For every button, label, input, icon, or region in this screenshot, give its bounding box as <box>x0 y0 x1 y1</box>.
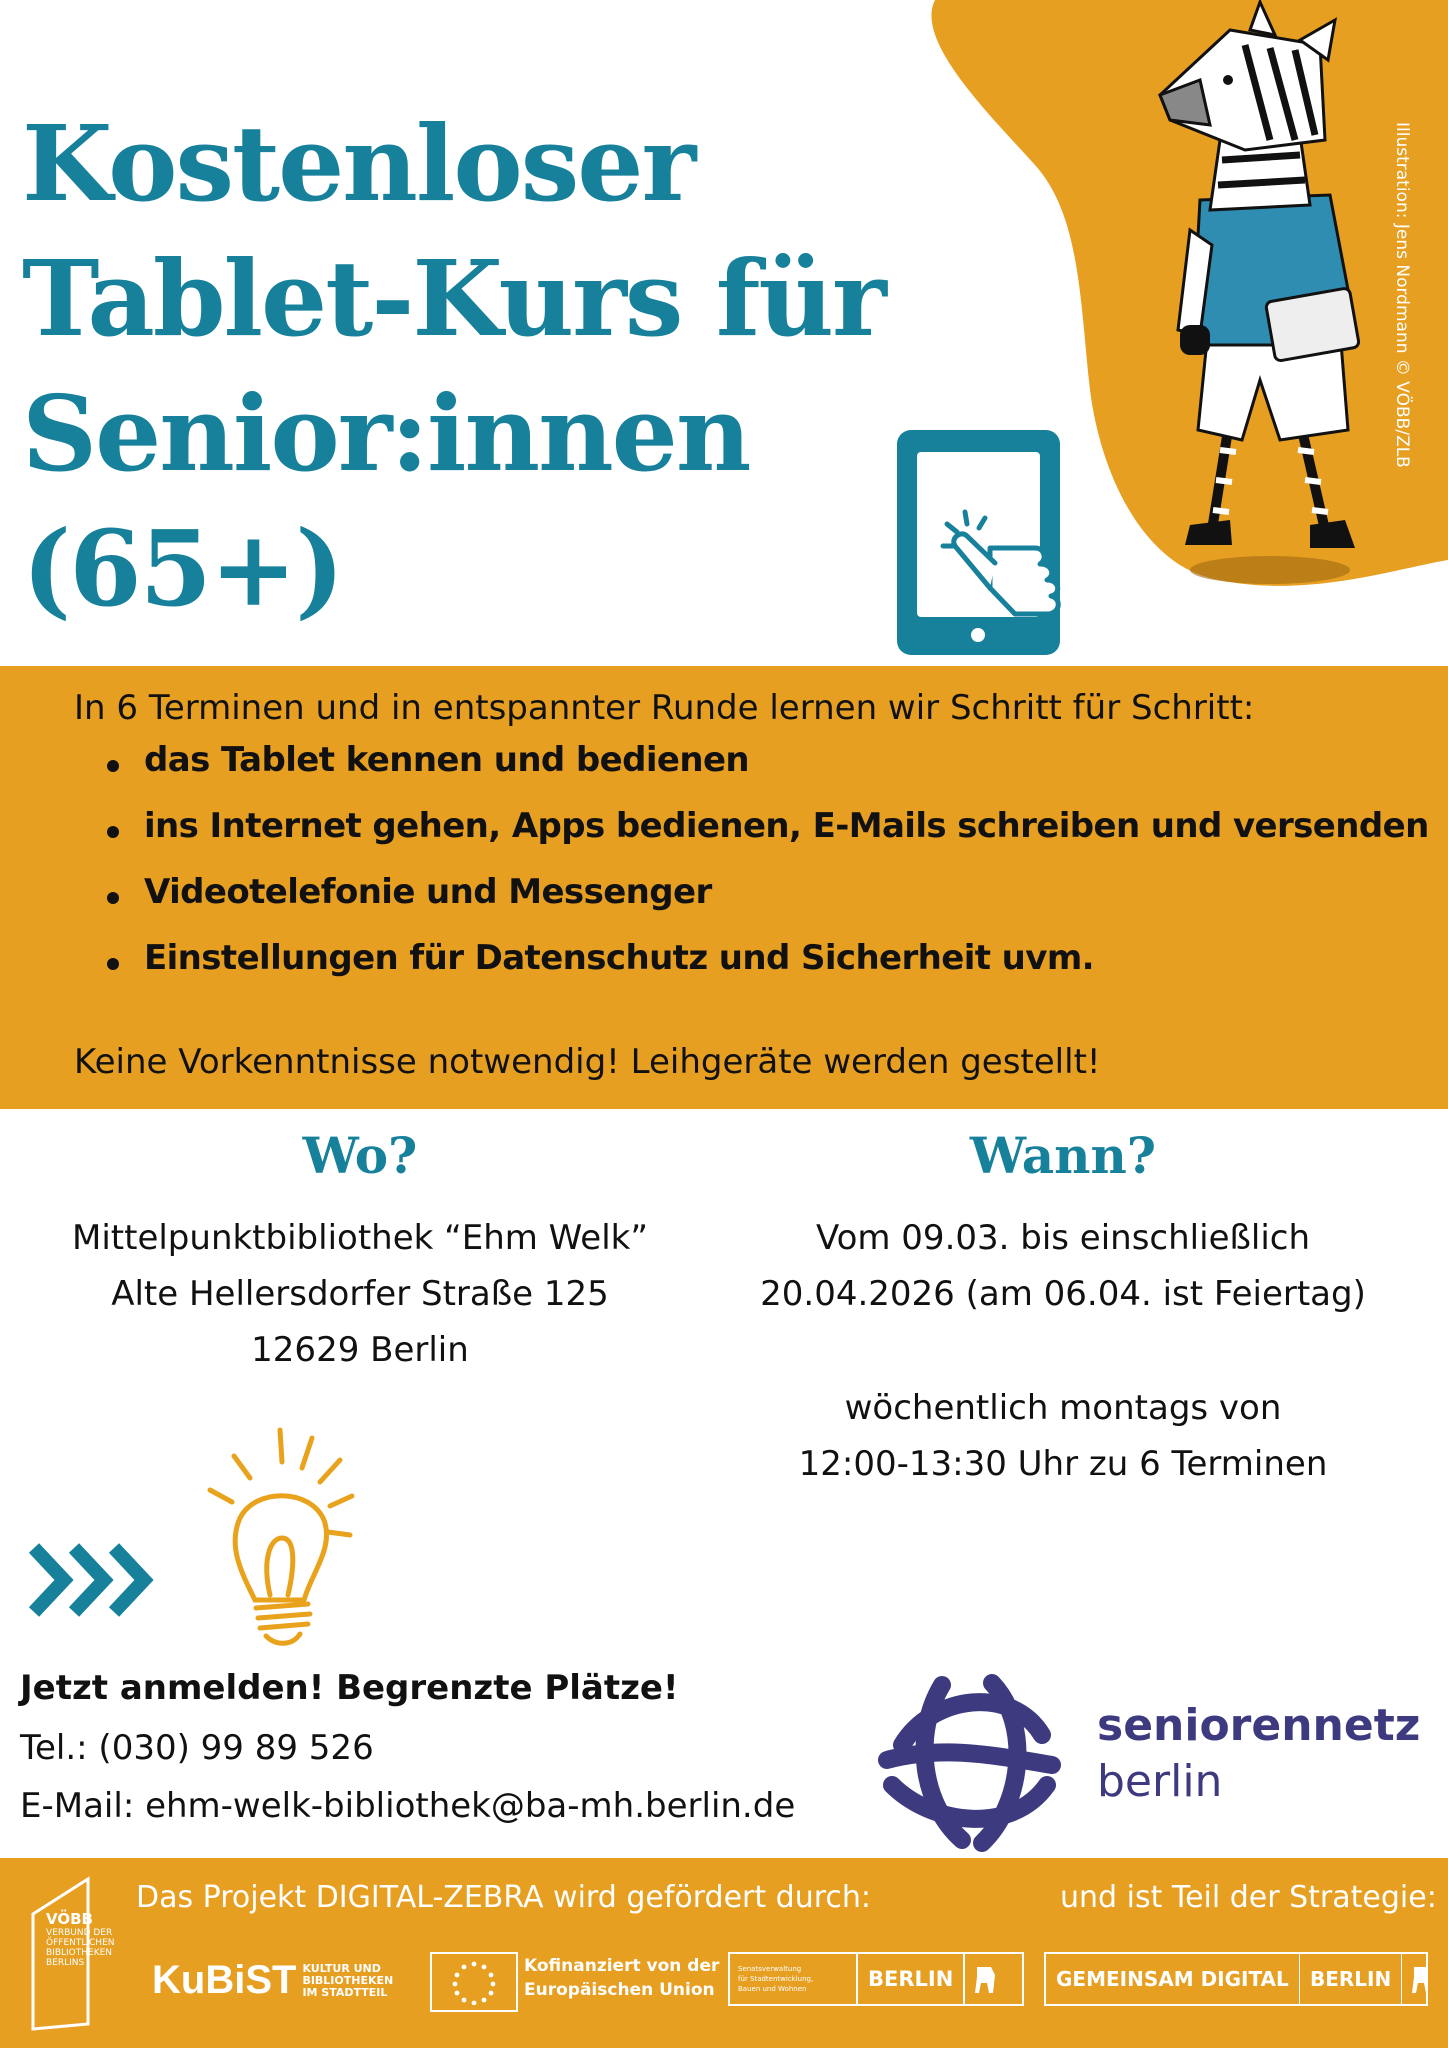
senate-line: für Stadtentwicklung, <box>738 1975 814 1983</box>
kubist-logo <box>152 1958 393 2003</box>
eu-line: Kofinanziert von der <box>524 1956 720 1976</box>
list-item: Einstellungen für Datenschutz und Sicherheit uvm. <box>104 938 1429 1004</box>
senate-berlin-logo <box>728 1952 1024 2006</box>
headline-line: (65+) <box>22 507 343 630</box>
seniorennetz-globe-icon <box>872 1665 1062 1855</box>
gemeinsam-city: BERLIN <box>1309 1967 1392 1991</box>
kubist-line: IM STADTTEIL <box>302 1985 388 1999</box>
voebb-line: BIBLIOTHEKEN <box>46 1948 113 1958</box>
list-item: ins Internet gehen, Apps bedienen, E-Mails schreiben und versenden <box>104 806 1429 872</box>
voebb-line: BERLINS <box>46 1958 85 1968</box>
tablet-tap-icon <box>895 428 1095 658</box>
voebb-logo <box>46 1910 115 1968</box>
address-line: 12629 Berlin <box>251 1330 469 1370</box>
topic-list <box>104 740 1429 1004</box>
funding-text: Das Projekt DIGITAL-ZEBRA wird gefördert durch: <box>136 1880 872 1915</box>
seniorennetz-name: seniorennetz <box>1097 1700 1421 1751</box>
seniorennetz-city: berlin <box>1097 1756 1223 1807</box>
headline-line: Kostenloser <box>22 102 695 225</box>
eu-line: Europäischen Union <box>524 1980 715 2000</box>
headline-line: Tablet-Kurs für <box>22 237 885 360</box>
kubist-line: KULTUR UND <box>302 1961 381 1975</box>
headline-line: Senior:innen <box>22 372 750 495</box>
date-line: 20.04.2026 (am 06.04. ist Feiertag) <box>760 1274 1366 1314</box>
address-line: Mittelpunktbibliothek “Ehm Welk” <box>72 1218 648 1258</box>
zebra-illustration <box>1150 0 1400 590</box>
senate-line: Bauen und Wohnen <box>738 1985 807 1993</box>
address-line: Alte Hellersdorfer Straße 125 <box>111 1274 609 1314</box>
when-schedule <box>743 1380 1383 1492</box>
schedule-line: wöchentlich montags von <box>844 1388 1282 1428</box>
where-address <box>40 1210 680 1378</box>
eu-cofunded-text <box>524 1954 719 2002</box>
where-heading: Wo? <box>302 1126 418 1185</box>
headline <box>22 96 885 636</box>
voebb-line: VERBUND DER <box>46 1928 113 1938</box>
eu-flag-icon <box>430 1952 518 2012</box>
list-item: Videotelefonie und Messenger <box>104 872 1429 938</box>
illustration-credit: Illustration: Jens Nordmann © VÖBB/ZLB <box>1392 122 1412 468</box>
voebb-line: ÖFFENTLICHEN <box>46 1938 115 1948</box>
phone-number[interactable]: Tel.: (030) 99 89 526 <box>20 1728 374 1768</box>
chevrons-icon <box>28 1540 158 1620</box>
senate-line: Senatsverwaltung <box>738 1965 802 1973</box>
kubist-name: KuBiST <box>152 1958 297 2002</box>
course-note: Keine Vorkenntnisse notwendig! Leihgeräte werden gestellt! <box>74 1042 1101 1082</box>
gemeinsam-digital-logo <box>1044 1952 1428 2006</box>
kubist-line: BIBLIOTHEKEN <box>302 1973 394 1987</box>
berlin-bear-icon <box>1402 1959 1426 1999</box>
email-address[interactable]: E-Mail: ehm-welk-bibliothek@ba-mh.berlin.de <box>20 1786 796 1826</box>
schedule-line: 12:00-13:30 Uhr zu 6 Terminen <box>798 1444 1328 1484</box>
course-intro: In 6 Terminen und in entspannter Runde lernen wir Schritt für Schritt: <box>74 688 1255 728</box>
lightbulb-icon <box>200 1420 380 1650</box>
when-dates <box>743 1210 1383 1322</box>
senate-city: BERLIN <box>868 1967 954 1991</box>
voebb-abbr: VÖBB <box>46 1910 93 1928</box>
list-item: das Tablet kennen und bedienen <box>104 740 1429 806</box>
berlin-bear-icon <box>965 1959 1005 1999</box>
signup-title: Jetzt anmelden! Begrenzte Plätze! <box>20 1668 679 1708</box>
when-heading: Wann? <box>969 1126 1157 1185</box>
strategy-text: und ist Teil der Strategie: <box>1060 1880 1437 1915</box>
gemeinsam-label: GEMEINSAM DIGITAL <box>1056 1967 1289 1991</box>
date-line: Vom 09.03. bis einschließlich <box>815 1218 1311 1258</box>
